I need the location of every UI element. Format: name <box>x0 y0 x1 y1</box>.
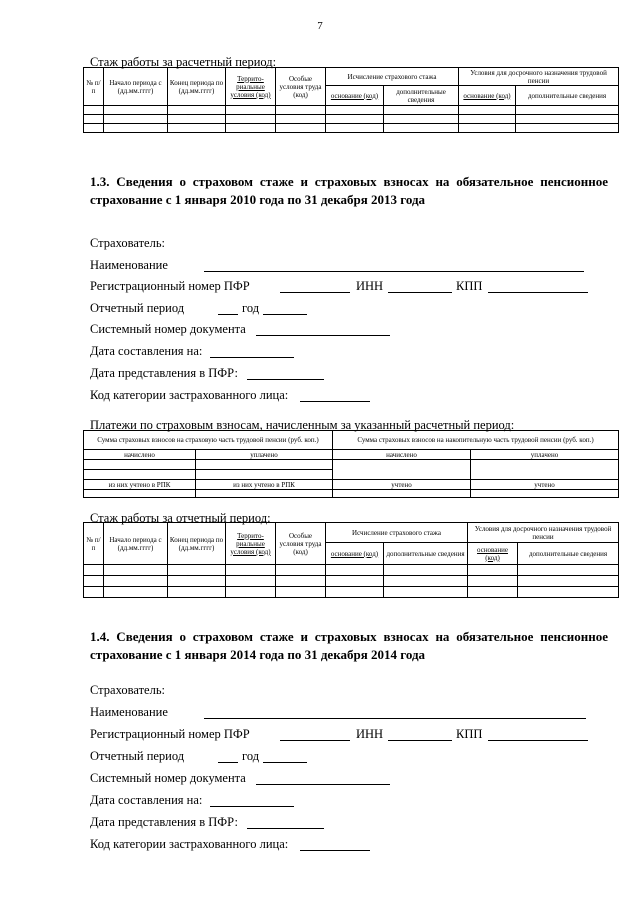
period-label: Отчетный период <box>90 749 185 763</box>
col-num: № п/п <box>84 68 104 106</box>
insurer-label: Страхователь: <box>90 236 165 250</box>
stazh-table <box>83 67 619 133</box>
col-ischislenie: Исчисление страхового стажа <box>326 523 468 543</box>
year-label: год <box>242 749 260 763</box>
col-funded: Сумма страховых взносов на накопительную часть трудовой пенсии (руб. коп.) <box>333 431 619 450</box>
year-label: год <box>242 301 260 315</box>
col-special: Особые условия труда (код) <box>276 68 326 106</box>
col-terr: Террито-риальные условия (код) <box>226 68 276 106</box>
reg-num-field[interactable] <box>280 740 350 741</box>
sys-num-label: Системный номер документа <box>90 322 246 336</box>
col-start: Начало периода с (дд.мм.гггг) <box>104 523 168 565</box>
kpp-label: КПП <box>456 279 483 293</box>
sys-num-label: Системный номер документа <box>90 771 246 785</box>
inn-label: ИНН <box>356 727 384 741</box>
page-number: 7 <box>317 20 323 32</box>
insurer-label: Страхователь: <box>90 683 165 697</box>
kpp-label: КПП <box>456 727 483 741</box>
table-caption: Стаж работы за отчетный период: <box>90 511 271 525</box>
col-end: Конец периода по (дд.мм.гггг) <box>168 523 226 565</box>
table-caption: Стаж работы за расчетный период: <box>90 55 277 69</box>
col-special: Особые условия труда (код) <box>276 523 326 565</box>
name-field[interactable] <box>204 271 584 272</box>
kpp-field[interactable] <box>488 740 588 741</box>
col-accrued: начислено <box>84 450 196 460</box>
col-dosroch: Условия для досрочного назначения трудовой пенсии <box>459 68 619 86</box>
col-osnovanie: основание (код) <box>468 543 518 565</box>
col-counted: учтено <box>471 480 619 490</box>
col-terr: Террито-риальные условия (код) <box>226 523 276 565</box>
period-field[interactable] <box>218 314 238 315</box>
section-heading: 1.3. Сведения о страховом стаже и страховых взносах на обязательное пенсионное страхование с 1 января 2010 года по 31 декабря 2013 года <box>90 174 608 207</box>
col-paid: уплачено <box>196 450 333 460</box>
inn-label: ИНН <box>356 279 384 293</box>
col-num: № п/п <box>84 523 104 565</box>
col-dop: дополнительные сведения <box>384 543 468 565</box>
col-end: Конец периода по (дд.мм.гггг) <box>168 68 226 106</box>
col-dop: дополнительные сведения <box>518 543 619 565</box>
year-field[interactable] <box>263 314 307 315</box>
col-accrued: начислено <box>333 450 471 460</box>
date-made-field[interactable] <box>210 806 294 807</box>
col-dop: дополнительные сведения <box>384 86 459 106</box>
col-dosroch: Условия для досрочного назначения трудовой пенсии <box>468 523 619 543</box>
col-start: Начало периода с (дд.мм.гггг) <box>104 68 168 106</box>
date-submit-label: Дата представления в ПФР: <box>90 366 239 380</box>
period-label: Отчетный период <box>90 301 185 315</box>
sys-num-field[interactable] <box>256 335 390 336</box>
col-osnovanie: основание (код) <box>459 86 516 106</box>
col-ischislenie: Исчисление страхового стажа <box>326 68 459 86</box>
date-made-field[interactable] <box>210 357 294 358</box>
col-osnovanie: основание (код) <box>326 543 384 565</box>
section-heading: 1.4. Сведения о страховом стаже и страховых взносах на обязательное пенсионное страхование с 1 января 2014 года по 31 декабря 2014 года <box>90 629 608 662</box>
name-label: Наименование <box>90 705 168 719</box>
category-field[interactable] <box>300 850 370 851</box>
name-label: Наименование <box>90 258 168 272</box>
col-rpk: из них учтено в РПК <box>196 480 333 490</box>
col-counted: учтено <box>333 480 471 490</box>
col-osnovanie: основание (код) <box>326 86 384 106</box>
category-label: Код категории застрахованного лица: <box>90 388 289 402</box>
col-dop: дополнительные сведения <box>516 86 619 106</box>
col-paid: уплачено <box>471 450 619 460</box>
sys-num-field[interactable] <box>256 784 390 785</box>
inn-field[interactable] <box>388 292 452 293</box>
payments-table <box>83 430 619 498</box>
period-field[interactable] <box>218 762 238 763</box>
date-made-label: Дата составления на: <box>90 793 203 807</box>
reg-num-field[interactable] <box>280 292 350 293</box>
payments-caption: Платежи по страховым взносам, начисленным за указанный расчетный период: <box>90 418 515 432</box>
date-submit-label: Дата представления в ПФР: <box>90 815 239 829</box>
reg-num-label: Регистрационный номер ПФР <box>90 727 250 741</box>
reg-num-label: Регистрационный номер ПФР <box>90 279 250 293</box>
col-rpk: из них учтено в РПК <box>84 480 196 490</box>
kpp-field[interactable] <box>488 292 588 293</box>
col-labor: Сумма страховых взносов на страховую часть трудовой пенсии (руб. коп.) <box>84 431 333 450</box>
date-submit-field[interactable] <box>247 379 324 380</box>
name-field[interactable] <box>204 718 586 719</box>
date-submit-field[interactable] <box>247 828 324 829</box>
stazh-table <box>83 522 619 598</box>
year-field[interactable] <box>263 762 307 763</box>
category-label: Код категории застрахованного лица: <box>90 837 289 851</box>
category-field[interactable] <box>300 401 370 402</box>
inn-field[interactable] <box>388 740 452 741</box>
date-made-label: Дата составления на: <box>90 344 203 358</box>
